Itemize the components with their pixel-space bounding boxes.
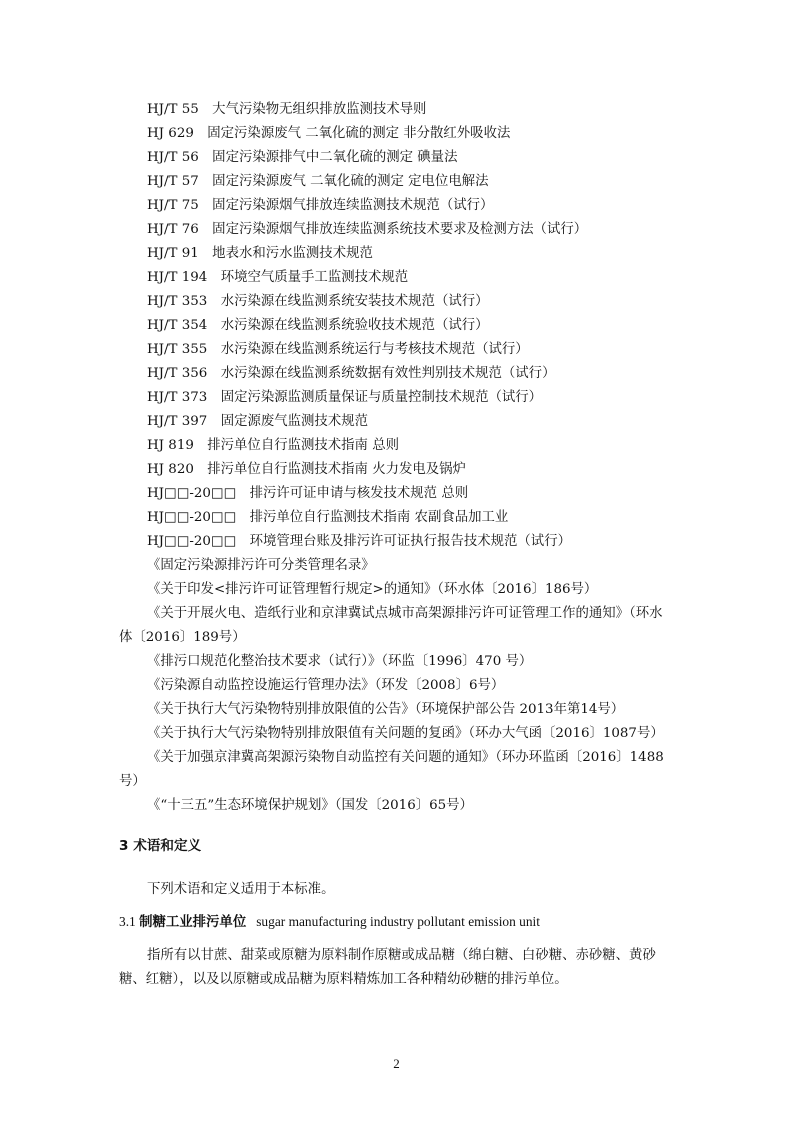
reference-item: HJ/T 356 水污染源在线监测系统数据有效性判别技术规范（试行） bbox=[147, 366, 556, 381]
reference-item: HJ□□-20□□ 排污许可证申请与核发技术规范 总则 bbox=[147, 486, 469, 501]
reference-item: HJ/T 76 固定污染源烟气排放连续监测系统技术要求及检测方法（试行） bbox=[147, 222, 588, 237]
term-number: 3.1 bbox=[119, 914, 140, 929]
reference-item: 《关于加强京津冀高架源污染物自动监控有关问题的通知》（环办环监函〔2016〕1488号） bbox=[119, 750, 664, 789]
term-heading bbox=[119, 910, 540, 935]
reference-item: HJ 629 固定污染源废气 二氧化硫的测定 非分散红外吸收法 bbox=[147, 126, 511, 141]
reference-item: HJ/T 397 固定源废气监测技术规范 bbox=[147, 414, 368, 429]
reference-item: HJ/T 56 固定污染源排气中二氧化硫的测定 碘量法 bbox=[147, 150, 458, 165]
reference-item: 《排污口规范化整治技术要求（试行）》（环监〔1996〕470 号） bbox=[147, 654, 533, 669]
reference-item: 《“十三五”生态环境保护规划》（国发〔2016〕65号） bbox=[147, 798, 473, 813]
term-chinese-name: 制糖工业排污单位 bbox=[139, 915, 247, 930]
normative-references-list bbox=[119, 98, 675, 818]
reference-item: HJ/T 75 固定污染源烟气排放连续监测技术规范（试行） bbox=[147, 198, 494, 213]
reference-item: 《关于执行大气污染物特别排放限值有关问题的复函》（环办大气函〔2016〕1087号） bbox=[147, 726, 664, 741]
reference-item: HJ/T 373 固定污染源监测质量保证与质量控制技术规范（试行） bbox=[147, 390, 543, 405]
reference-item: HJ□□-20□□ 环境管理台账及排污许可证执行报告技术规范（试行） bbox=[147, 534, 571, 549]
reference-item: 《固定污染源排污许可分类管理名录》 bbox=[147, 558, 375, 573]
reference-item: HJ/T 194 环境空气质量手工监测技术规范 bbox=[147, 270, 409, 285]
reference-item: 《关于执行大气污染物特别排放限值的公告》（环境保护部公告 2013年第14号） bbox=[147, 702, 625, 717]
reference-item: HJ 820 排污单位自行监测技术指南 火力发电及锅炉 bbox=[147, 462, 466, 477]
reference-item: HJ/T 57 固定污染源废气 二氧化硫的测定 定电位电解法 bbox=[147, 174, 489, 189]
reference-item: 《关于印发<排污许可证管理暂行规定>的通知》（环水体〔2016〕186号） bbox=[147, 582, 598, 597]
reference-item: HJ□□-20□□ 排污单位自行监测技术指南 农副食品加工业 bbox=[147, 510, 509, 525]
reference-item: HJ/T 353 水污染源在线监测系统安装技术规范（试行） bbox=[147, 294, 489, 309]
reference-item: HJ/T 55 大气污染物无组织排放监测技术导则 bbox=[147, 102, 427, 117]
reference-item: HJ/T 355 水污染源在线监测系统运行与考核技术规范（试行） bbox=[147, 342, 529, 357]
reference-item: 《污染源自动监控设施运行管理办法》（环发〔2008〕6号） bbox=[147, 678, 505, 693]
term-english-name: sugar manufacturing industry pollutant emission unit bbox=[256, 914, 540, 929]
section-intro: 下列术语和定义适用于本标准。 bbox=[147, 882, 335, 897]
reference-item: HJ 819 排污单位自行监测技术指南 总则 bbox=[147, 438, 399, 453]
term-definition: 指所有以甘蔗、甜菜或原糖为原料制作原糖或成品糖（绵白糖、白砂糖、赤砂糖、黄砂糖、红糖），以及以原糖或成品糖为原料精炼加工各种精幼砂糖的排污单位。 bbox=[119, 948, 656, 987]
section-heading: 3 术语和定义 bbox=[119, 838, 202, 854]
reference-item: 《关于开展火电、造纸行业和京津冀试点城市高架源排污许可证管理工作的通知》（环水体〔2016〕189号） bbox=[119, 606, 663, 645]
page-number: 2 bbox=[393, 1056, 400, 1071]
reference-item: HJ/T 354 水污染源在线监测系统验收技术规范（试行） bbox=[147, 318, 489, 333]
reference-item: HJ/T 91 地表水和污水监测技术规范 bbox=[147, 246, 373, 261]
